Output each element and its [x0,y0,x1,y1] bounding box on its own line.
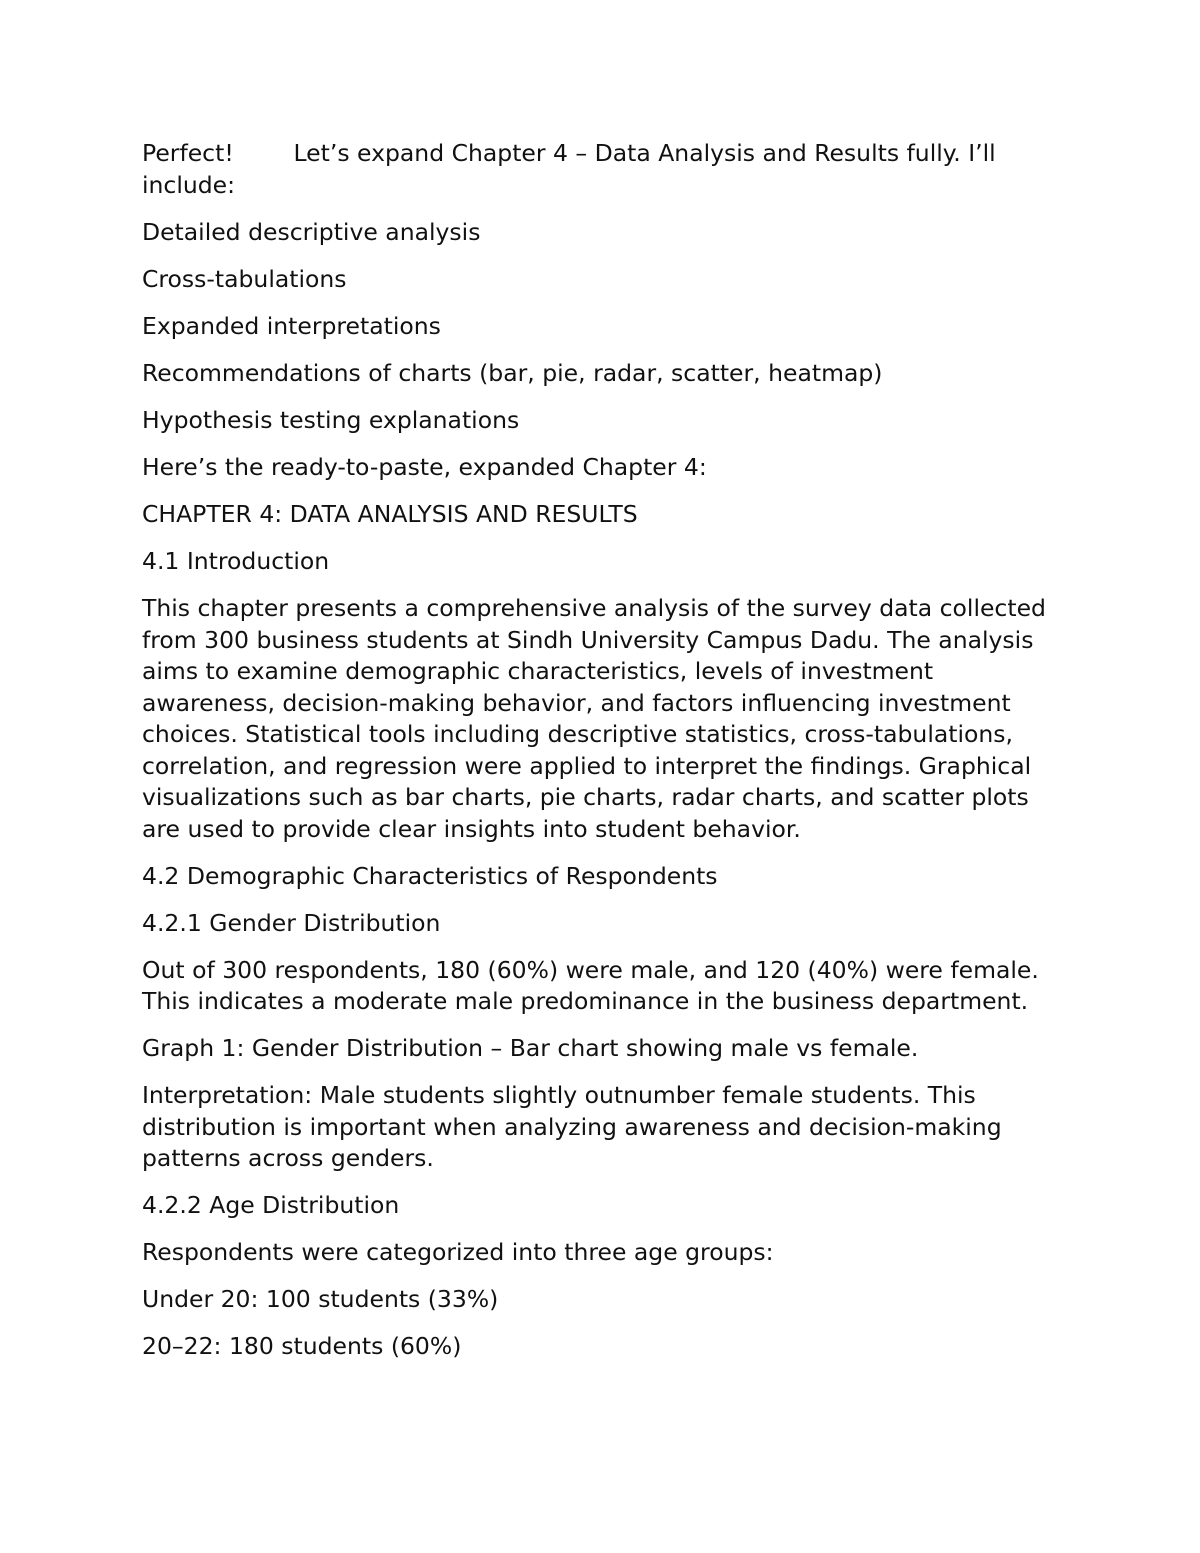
list-item-descriptive-analysis: Detailed descriptive analysis [142,218,481,246]
introduction-body: This chapter presents a comprehensive analysis of the survey data collected from 300 business students at Sindh University Campus Dadu. The analysis aims to examine demographic characteristics, levels of investment awareness, decision-making behavior, and factors influencing investment choices. Statistical tools including descriptive statistics, cross-tabulations, correlation, and regression were applied to interpret the findings. Graphical visualizations such as bar charts, pie charts, radar charts, and scatter plots are used to provide clear insights into student behavior. [142,594,1054,843]
list-item-interpretations: Expanded interpretations [142,312,441,340]
list-item-cross-tabulations: Cross-tabulations [142,265,347,293]
age-groups-intro: Respondents were categorized into three age groups: [142,1238,774,1266]
graph-caption-gender: Graph 1: Gender Distribution – Bar chart showing male vs female. [142,1034,919,1062]
section-heading-demographics: 4.2 Demographic Characteristics of Respondents [142,861,718,890]
age-group-under-20: Under 20: 100 students (33%) [142,1285,499,1313]
document-page [142,138,1057,1378]
chapter-title: CHAPTER 4: DATA ANALYSIS AND RESULTS [142,500,638,528]
section-heading-introduction: 4.1 Introduction [142,547,330,575]
subsection-heading-gender: 4.2.1 Gender Distribution [142,908,441,937]
subsection-heading-age: 4.2.2 Age Distribution [142,1191,400,1219]
list-item-chart-recommendations: Recommendations of charts (bar, pie, radar, scatter, heatmap) [142,359,883,387]
intro-paragraph: Perfect! Let’s expand Chapter 4 – Data Analysis and Results fully. I’ll include: [142,139,1004,199]
gender-body: Out of 300 respondents, 180 (60%) were male, and 120 (40%) were female. This indicates a moderate male predominance in the business department. [142,955,1047,1015]
gender-interpretation: Interpretation: Male students slightly outnumber female students. This distribution is important when analyzing awareness and decision-making patterns across genders. [142,1081,1010,1172]
ready-to-paste-note: Here’s the ready-to-paste, expanded Chapter 4: [142,453,707,481]
list-item-hypothesis-testing: Hypothesis testing explanations [142,406,520,434]
age-group-20-22: 20–22: 180 students (60%) [142,1332,462,1360]
